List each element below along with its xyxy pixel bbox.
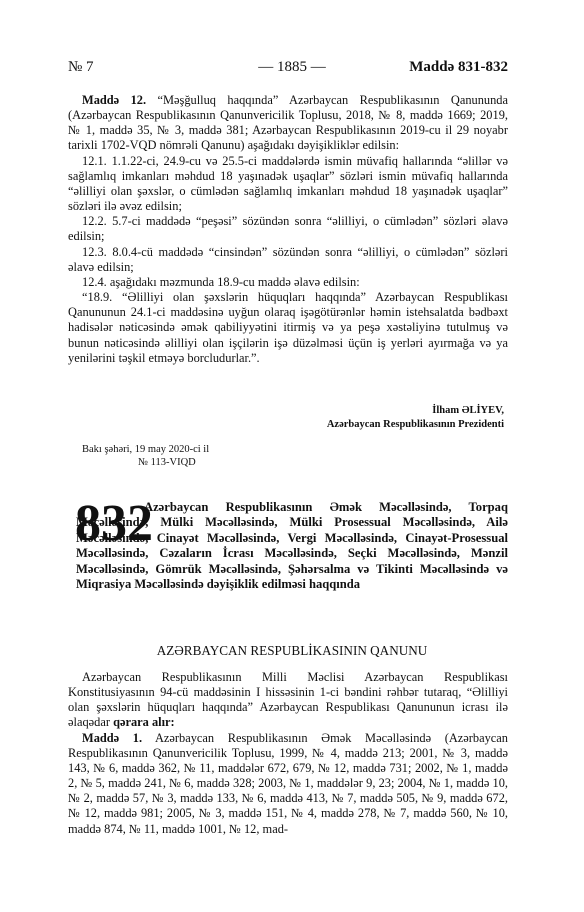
preamble [68,670,508,731]
article-1-title: Maddə 1. [82,730,143,745]
article-12-item: 12.3. 8.0.4-cü maddədə “cinsindən” sözündən sonra “əlilliyi, o cümlədən” sözləri əlavə edilsin; [68,244,508,274]
law-number: № 113-VIQD [138,457,196,468]
place-date: Bakı şəhəri, 19 may 2020-ci il [82,444,210,455]
preamble-decision: qərara alır: [113,715,175,730]
signature-block [204,404,504,432]
dateline [82,443,209,469]
preamble-text: Azərbaycan Respublikasının Milli Məclisi Azərbaycan Respublikası Konstitusiyasının 94-cü maddəsinin I hissəsinin 1-ci bəndini rəhbər tutaraq, “Əlilliyi olan şəxslərin hüquqları haqqında” Azərbaycan Respublikası Qanununun icrası ilə əlaqədar [68,670,508,730]
entry-number: 832 [75,495,153,552]
article-12-block [68,93,508,366]
article-12-item: 12.4. aşağıdakı məzmunda 18.9-cu maddə əlavə edilsin: [82,274,360,289]
article-12-item: “18.9. “Əlilliyi olan şəxslərin hüquqları haqqında” Azərbaycan Respublikası Qanununun 24.1-ci maddəsinə uyğun olaraq işəgötürənlər həmin istehsalatda bədbəxt hadisələr nəticəsində əmək qabiliyyətini itirmiş və ya peşə xəstəliyinə tutulmuş və bunun nəticəsində əlilliyi olan işçilərin işə düzəlməsi üçün iş yerləri ayırmağa və ya yenilərini təşkil etməyə borcludurlar.”. [68,290,508,365]
signatory-position: Azərbaycan Respublikasının Prezidenti [326,419,504,430]
article-12-intro [68,93,508,154]
page-number: — 1885 — [258,59,326,75]
article-12-intro-text: “Məşğulluq haqqında” Azərbaycan Respublikasının Qanununda (Azərbaycan Respublikasının Qanunvericilik Toplusu, 2018, № 8, maddə 1669; 2019, № 1, maddə 35, № 3, maddə 381; Azərbaycan Respublikasının 2019-cu il 29 noyabr tarixli 1702-VQD nömrəli Qanunu) aşağıdakı dəyişikliklər edilsin: [68,93,508,153]
article-12-item: 12.1. 1.1.22-ci, 24.9-cu və 25.5-ci maddələrdə ismin müvafiq hallarında “əlillər və sağlamlıq imkanları məhdud 18 yaşınadək uşaqlar” sözləri ismin müvafiq hallarında “əlilliyi olan şəxslər, o cümlədən sağlamlıq imkanları məhdud 18 yaşınadək uşaqlar” sözləri ilə əvəz edilsin; [68,153,508,214]
article-12-title: Maddə 12. [82,93,147,107]
law-title-text: Azərbaycan Respublikasının Əmək Məcəlləsində, Torpaq Məcəlləsində, Mülki Məcəlləsində, Mülki Prosessual Məcəlləsində, Ailə Məcəlləsində, Cinayət Məcəlləsində, Vergi Məcəlləsində, Cinayət-Prosessual Məcəlləsində, Cəzaların İcrası Məcəlləsində, Seçki Məcəlləsində, Mənzil Məcəlləsində, Gömrük Məcəlləsində, Şəhərsalma və Tikinti Məcəlləsində və Miqrasiya Məcəlləsində dəyişiklik edilməsi haqqında [76,500,508,592]
issue-number: № 7 [68,59,94,75]
article-12-item: 12.2. 5.7-ci maddədə “peşəsi” sözündən sonra “əlilliyi, o cümlədən” sözləri əlavə edilsin; [68,214,508,244]
law-title [75,495,508,592]
article-1 [68,731,508,837]
law-kind-heading: AZƏRBAYCAN RESPUBLİKASININ QANUNU [156,643,428,658]
article-1-text: Azərbaycan Respublikasının Əmək Məcəlləsində (Azərbaycan Respublikasının Qanunvericilik Toplusu, 1999, № 4, maddə 213; 2001, № 3, maddə 143, № 6, maddə 362, № 11, maddələr 672, 679, № 12, maddə 731; 2002, № 1, maddə 2, № 5, maddə 241, № 6, maddə 328; 2003, № 1, maddələr 9, 23; 2004, № 1, maddə 10, № 2, maddə 57, № 3, maddə 133, № 6, maddə 413, № 7, maddə 505, № 9, maddə 672, № 12, maddə 981; 2005, № 3, maddə 151, № 4, maddə 278, № 7, maddə 560, № 10, maddə 874, № 11, maddə 1001, № 12, mad- [68,730,508,836]
article-range: Maddə 831-832 [409,59,508,75]
signatory-name: İlham ƏLİYEV, [432,405,504,416]
law-832-body [68,670,508,837]
